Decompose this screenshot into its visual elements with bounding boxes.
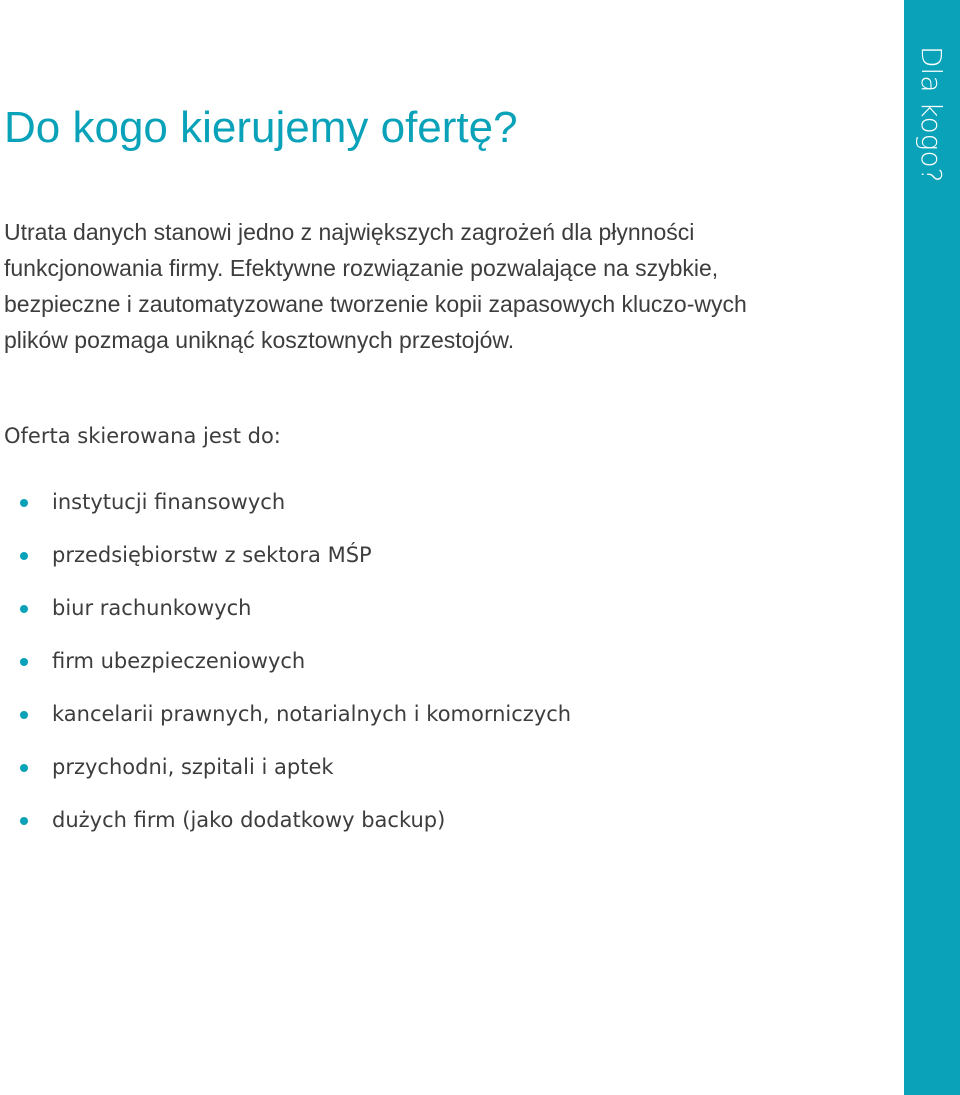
bullet-icon — [20, 499, 28, 507]
bullet-icon — [20, 552, 28, 560]
side-tab-label: Dla kogo? — [915, 46, 948, 183]
list-item — [4, 749, 571, 802]
list-item — [4, 590, 571, 643]
page-title: Do kogo kierujemy ofertę? — [4, 103, 518, 152]
list-item — [4, 643, 571, 696]
list-item-label: biur rachunkowych — [52, 596, 252, 620]
bullet-icon — [20, 817, 28, 825]
list-item-label: kancelarii prawnych, notarialnych i komorniczych — [52, 702, 572, 726]
side-tab-band — [904, 0, 960, 1095]
list-item-label: przychodni, szpitali i aptek — [52, 755, 334, 779]
offer-label: Oferta skierowana jest do: — [4, 424, 281, 448]
list-item — [4, 696, 571, 749]
audience-list — [4, 484, 571, 855]
list-item — [4, 802, 571, 855]
bullet-icon — [20, 711, 28, 719]
list-item-label: dużych firm (jako dodatkowy backup) — [52, 808, 446, 832]
list-item-label: firm ubezpieczeniowych — [52, 649, 306, 673]
bullet-icon — [20, 605, 28, 613]
list-item — [4, 484, 571, 537]
intro-paragraph: Utrata danych stanowi jedno z największych zagrożeń dla płynności funkcjonowania firmy. Efektywne rozwiązanie pozwalające na szybkie, bezpieczne i zautomatyzowane tworzenie kopii zapasowych kluczo-wych plików pozmaga uniknąć kosztownych przestojów. — [4, 219, 747, 353]
bullet-icon — [20, 658, 28, 666]
list-item — [4, 537, 571, 590]
list-item-label: przedsiębiorstw z sektora MŚP — [52, 543, 372, 567]
list-item-label: instytucji finansowych — [52, 490, 286, 514]
bullet-icon — [20, 764, 28, 772]
